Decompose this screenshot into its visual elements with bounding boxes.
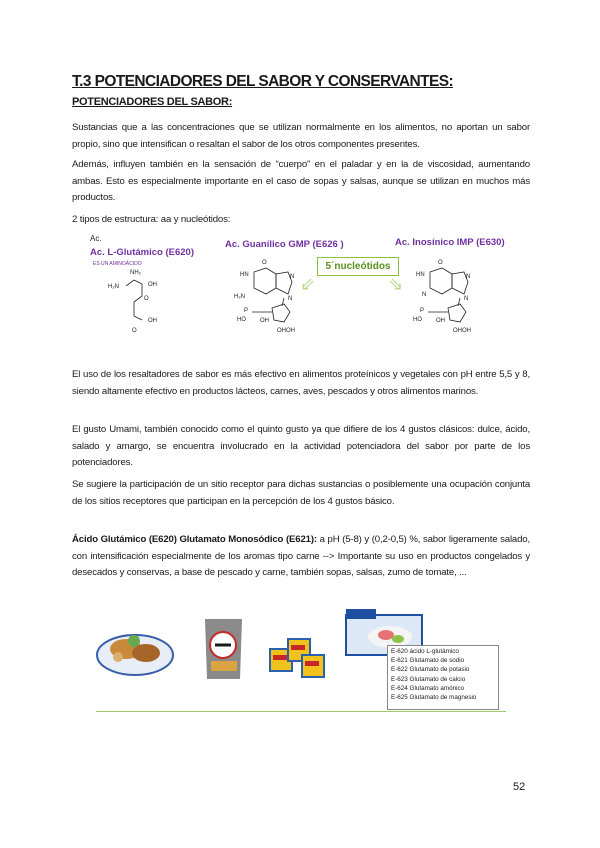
svg-text:O: O <box>438 260 443 266</box>
guanylic-acid-label: Ac. Guanílico GMP (E626 ) <box>225 239 344 250</box>
stock-cubes-image <box>268 635 328 683</box>
chemical-structures-figure <box>86 230 506 340</box>
snack-bag-image <box>201 615 246 683</box>
food-plate-image <box>96 619 174 679</box>
svg-text:N: N <box>464 296 469 302</box>
svg-text:OH: OH <box>260 318 269 324</box>
gmp-structure <box>232 256 322 336</box>
amino-acid-note: ES UN AMINOÁCIDO <box>93 261 142 267</box>
glutamate-legend-box <box>387 645 499 710</box>
paragraph-receptor: Se sugiere la participación de un sitio receptor para dichas sustancias o posiblemente una ocupación conjunta de los sitios receptores que participan en la percepción de los 4 gustos básico. <box>72 479 530 507</box>
legend-item: E-620 ácido L-glutámico <box>391 648 459 655</box>
paragraph-body-effect: Además, influyen también en la sensación de “cuerpo” en el paladar y en la de viscosidad, aumentando ambas. Esto es especialmente importante en el caso de sopas y salsas, aunque se utilizan en muchos más productos. <box>72 159 530 204</box>
legend-item: E-622 Glutamato de potasio <box>391 666 470 674</box>
imp-structure <box>408 256 498 336</box>
glutamate-heading: Ácido Glutámico (E620) Glutamato Monosódico (E621): <box>72 534 317 545</box>
svg-text:OHOH: OHOH <box>453 328 471 334</box>
glutamic-acid-label: Ac. L-Glutámico (E620) <box>90 247 194 258</box>
legend-item: E-624 Glutamato amónico <box>391 684 465 692</box>
svg-text:HO: HO <box>237 317 246 323</box>
section-subtitle: POTENCIADORES DEL SABOR: <box>72 96 233 108</box>
glutamate-text: a pH (5-8) y (0,2-0,5) %, sabor ligeramente salado, con intensificación especialmente de los aromas tipo carne --> Importante su uso en productos congelados y desecados y conservas, a base de pescado y carne, también sopas, salsas, zumo de tomate, ... <box>72 534 531 579</box>
page-number: 52 <box>513 781 526 793</box>
legend-item: E-625 Glutamato de magnesio <box>391 694 477 702</box>
svg-text:P: P <box>244 308 249 314</box>
svg-text:O: O <box>144 296 149 302</box>
arrow-right-icon: ⇘ <box>388 274 404 294</box>
nucleotides-box: 5´nucleótidos <box>317 257 399 276</box>
svg-text:HN: HN <box>416 272 425 278</box>
svg-text:HO: HO <box>413 317 422 323</box>
inosinic-acid-label: Ac. Inosínico IMP (E630) <box>395 237 505 248</box>
svg-text:OH: OH <box>148 318 157 324</box>
svg-text:N: N <box>288 296 293 302</box>
paragraph-glutamate <box>72 532 530 582</box>
svg-text:O: O <box>132 328 137 334</box>
svg-text:NH₂: NH₂ <box>130 270 141 276</box>
svg-text:N: N <box>290 274 295 280</box>
paragraph-structure-types: 2 tipos de estructura: aa y nucleótidos: <box>72 214 231 225</box>
ac-prefix: Ac. <box>90 234 102 243</box>
svg-text:OHOH: OHOH <box>277 328 295 334</box>
svg-text:N: N <box>422 292 427 298</box>
svg-text:O: O <box>262 260 267 266</box>
svg-text:H₂N: H₂N <box>234 294 245 300</box>
paragraph-definition: Sustancias que a las concentraciones que se utilizan normalmente en los alimentos, no aportan un sabor propio, sino que intensifican o resaltan el sabor de los otros componentes presentes. <box>72 122 530 150</box>
legend-item: E-623 Glutamato de calcio <box>391 675 466 683</box>
svg-text:OH: OH <box>148 282 157 288</box>
glutamic-acid-structure <box>104 266 174 336</box>
paragraph-effectiveness: El uso de los resaltadores de sabor es más efectivo en alimentos proteínicos y vegetales con pH entre 5,5 y 8, siendo altamente efectivo en productos lácteos, carnes, aves, pescados y otros alimentos marinos. <box>72 369 530 397</box>
paragraph-umami: El gusto Umami, también conocido como el quinto gusto ya que difiere de los 4 gustos clásicos: dulce, ácido, salado y amargo, se encuentra involucrado en la actividad potenciadora del sabor por parte de los potenciadores. <box>72 424 530 469</box>
arrow-left-icon: ⇙ <box>300 274 316 294</box>
svg-text:HN: HN <box>240 272 249 278</box>
page-title: T.3 POTENCIADORES DEL SABOR Y CONSERVANTES: <box>72 73 454 90</box>
svg-text:N: N <box>466 274 471 280</box>
svg-text:OH: OH <box>436 318 445 324</box>
svg-text:H₂N: H₂N <box>108 284 119 290</box>
legend-item: E-621 Glutamato de sodio <box>391 657 465 665</box>
svg-text:P: P <box>420 308 425 314</box>
divider-line <box>96 711 506 712</box>
